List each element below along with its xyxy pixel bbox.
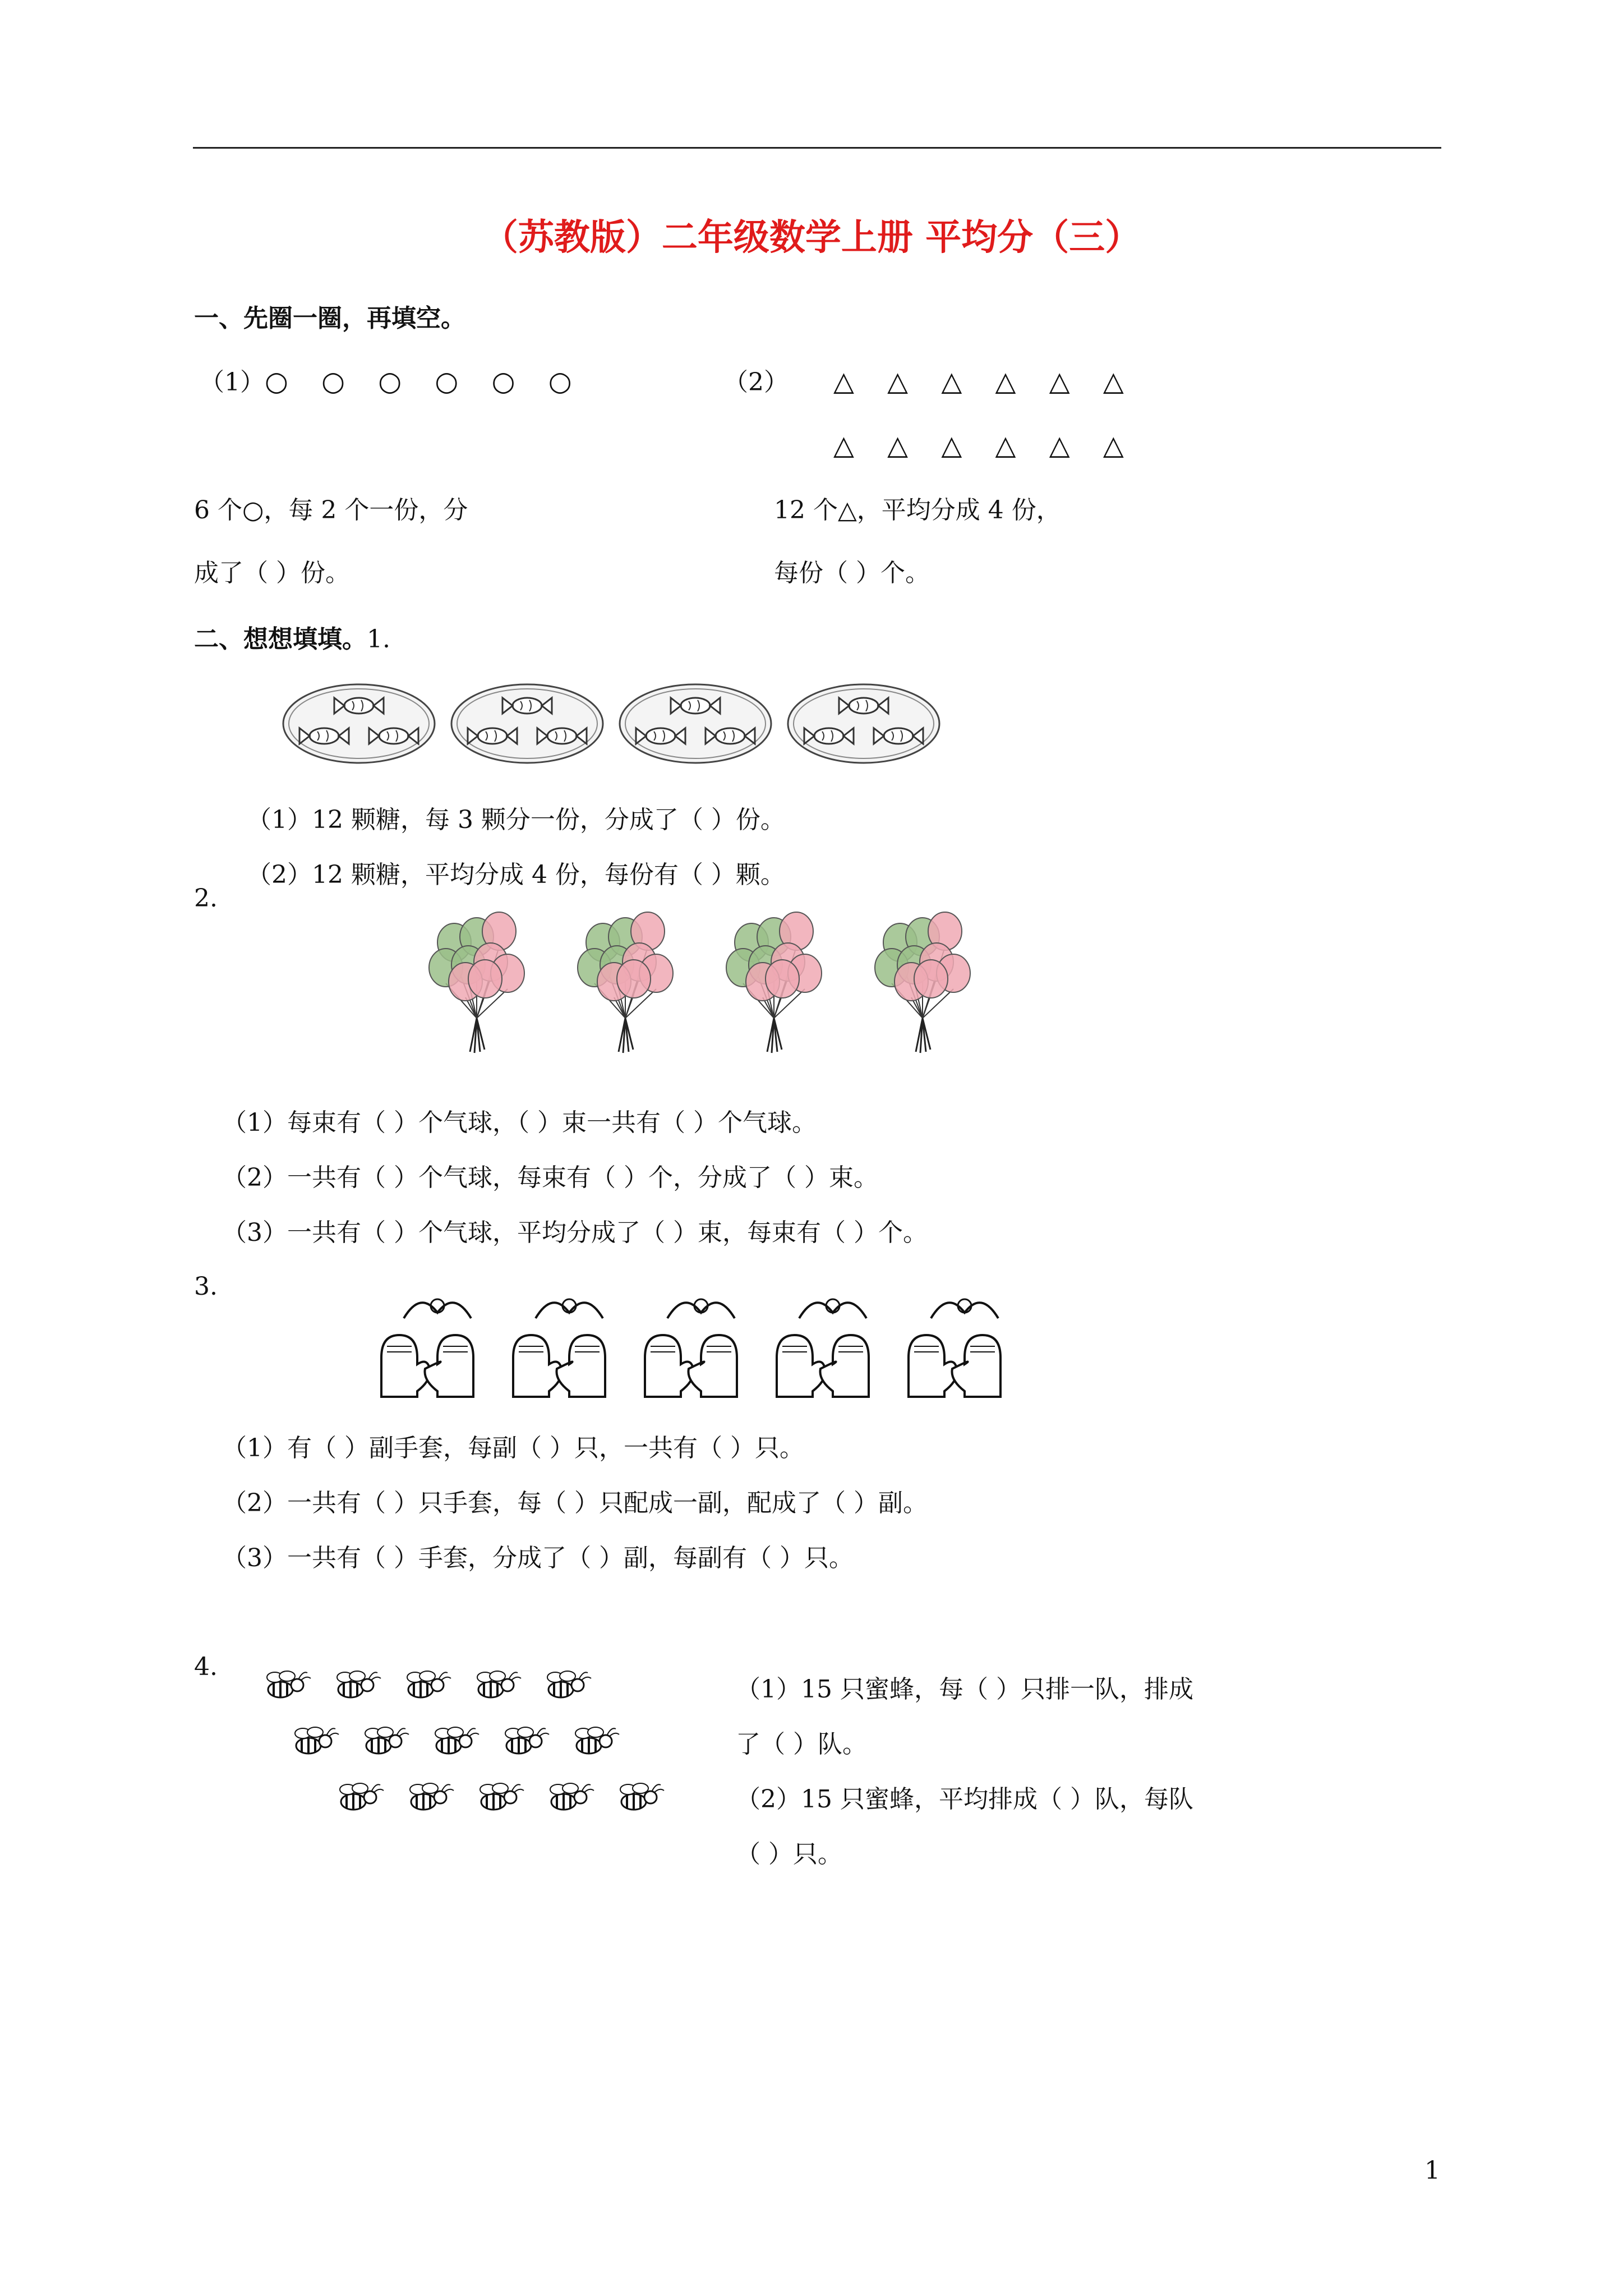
balloon-bunch-icon (726, 912, 822, 1053)
p4-line-1: （1）15 只蜜蜂，每（ ）只排一队，排成 (736, 1675, 1193, 1704)
triangle-row-1: △ △ △ △ △ △ (833, 366, 1136, 397)
candy-plate-icon (620, 684, 771, 763)
p1-line-2: （2）12 颗糖，平均分成 4 份，每份有（ ）颗。 (247, 861, 785, 889)
mitten-pair-icon (645, 1299, 737, 1397)
section2-heading: 二、想想填填。 (194, 625, 367, 654)
bee-icon (410, 1783, 454, 1810)
mitten-pair-icon (909, 1299, 1000, 1397)
bee-icon (575, 1727, 619, 1754)
p3-line-2: （2）一共有（ ）只手套，每（ ）只配成一副，配成了（ ）副。 (222, 1489, 928, 1517)
circle-row: ○ ○ ○ ○ ○ ○ (265, 366, 584, 397)
p2-line-3: （3）一共有（ ）个气球，平均分成了（ ）束，每束有（ ）个。 (222, 1218, 928, 1247)
p4-line-2: 了（ ）队。 (736, 1730, 867, 1759)
p2-line-1: （1）每束有（ ）个气球，（ ）束一共有（ ）个气球。 (222, 1108, 817, 1137)
p4-line-4: （ ）只。 (736, 1840, 842, 1869)
section1-heading: 一、先圈一圈，再填空。 (194, 304, 465, 333)
bee-icon (337, 1671, 381, 1697)
p1-line-1: （1）12 颗糖，每 3 颗分一份，分成了（ ）份。 (247, 806, 785, 834)
bee-icon (505, 1727, 549, 1754)
page-number: 1 (1424, 2156, 1440, 2185)
mitten-pairs (370, 1296, 1043, 1419)
balloon-bunch-icon (875, 912, 970, 1053)
mitten-pair-icon (513, 1299, 605, 1397)
bee-icon (340, 1783, 384, 1810)
bee-icon (295, 1727, 339, 1754)
bee-icon (267, 1671, 311, 1697)
mitten-pair-icon (777, 1299, 869, 1397)
q2-label: （2） (723, 368, 789, 397)
section2-heading-row (194, 627, 390, 652)
triangle-row-2: △ △ △ △ △ △ (833, 430, 1136, 461)
q1-label: （1） (200, 368, 265, 397)
p2-line-2: （2）一共有（ ）个气球，每束有（ ）个，分成了（ ）束。 (222, 1163, 878, 1192)
bee-icon (365, 1727, 409, 1754)
p3-line-1: （1）有（ ）副手套，每副（ ）只，一共有（ ）只。 (222, 1434, 804, 1462)
bee-swarm (241, 1655, 701, 1857)
problem2-number: 2. (194, 884, 218, 913)
candy-plate-icon (451, 684, 603, 763)
balloon-bunch-icon (429, 912, 524, 1053)
problem4-number: 4. (194, 1653, 218, 1681)
header-rule (193, 147, 1441, 149)
bee-icon (620, 1783, 664, 1810)
bee-icon (547, 1671, 591, 1697)
q2-text-2: 每份（ ）个。 (774, 559, 930, 587)
bee-icon (477, 1671, 521, 1697)
q1-text-2: 成了（ ）份。 (194, 559, 350, 587)
mitten-pair-icon (381, 1299, 473, 1397)
bee-icon (407, 1671, 451, 1697)
bee-icon (550, 1783, 594, 1810)
candy-plate-icon (788, 684, 939, 763)
bee-icon (480, 1783, 524, 1810)
candy-plates (275, 673, 948, 774)
problem3-number: 3. (194, 1272, 218, 1301)
p3-line-3: （3）一共有（ ）手套，分成了（ ）副，每副有（ ）只。 (222, 1544, 854, 1572)
balloon-bunches (415, 920, 1009, 1060)
problem1-number: 1. (367, 625, 390, 654)
candy-plate-icon (283, 684, 435, 763)
q1-text-1: 6 个○，每 2 个一份，分 (194, 496, 468, 524)
balloon-bunch-icon (578, 912, 673, 1053)
q2-text-1: 12 个△，平均分成 4 份， (774, 496, 1061, 524)
p4-line-3: （2）15 只蜜蜂，平均排成（ ）队，每队 (736, 1785, 1193, 1814)
page-title: （苏教版）二年级数学上册 平均分（三） (482, 217, 1141, 259)
bee-icon (435, 1727, 479, 1754)
